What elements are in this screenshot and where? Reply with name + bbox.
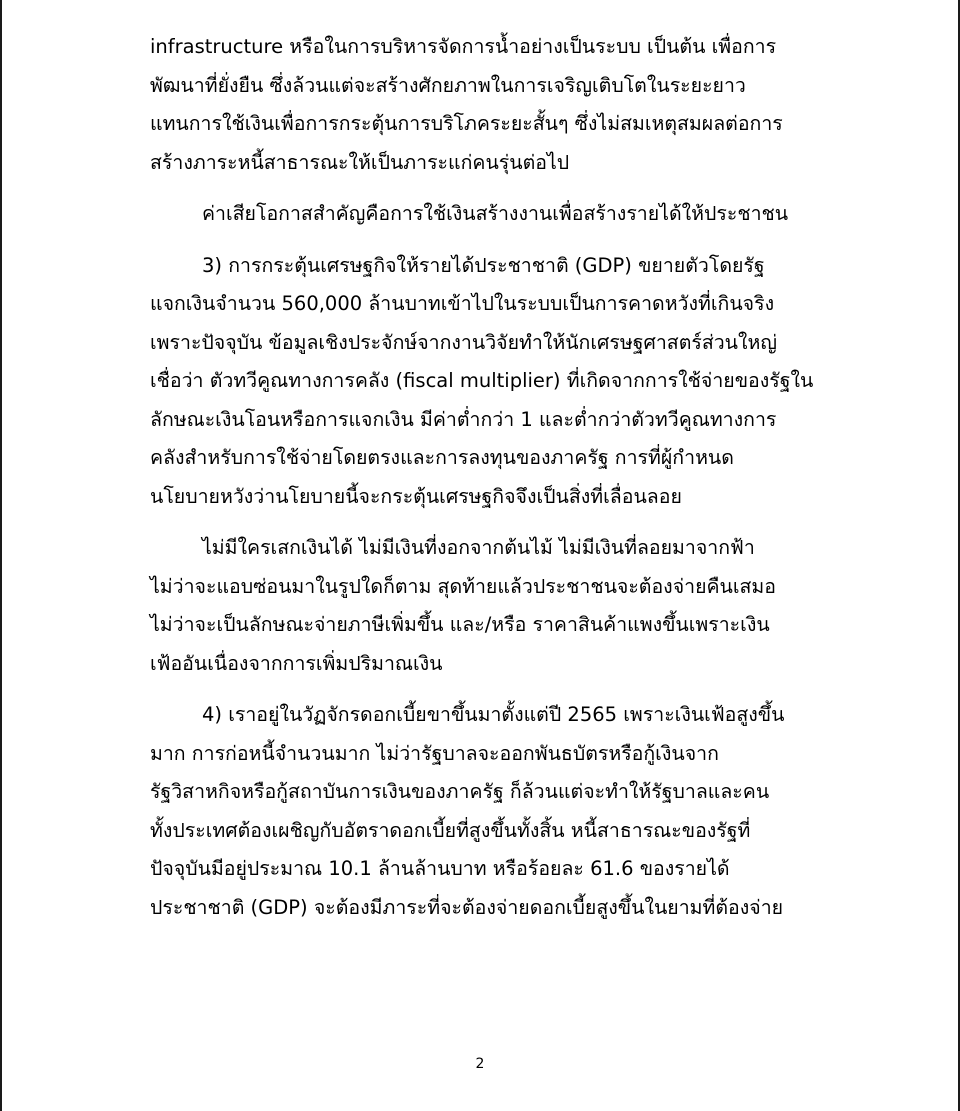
text-line: ไม่มีใครเสกเงินได้ ไม่มีเงินที่งอกจากต้นไม้ ไม่มีเงินที่ลอยมาจากฟ้า xyxy=(202,536,755,559)
text-line: ไม่ว่าจะแอบซ่อนมาในรูปใดก็ตาม สุดท้ายแล้วประชาชนจะต้องจ่ายคืนเสมอ xyxy=(150,574,776,598)
text-line: ลักษณะเงินโอนหรือการแจกเงิน มีค่าต่ำกว่า 1 และต่ำกว่าตัวทวีคูณทางการ xyxy=(150,407,777,431)
text-line: ปัจจุบันมีอยู่ประมาณ 10.1 ล้านล้านบาท หรือร้อยละ 61.6 ของรายได้ xyxy=(150,857,730,880)
text-line: คลังสำหรับการใช้จ่ายโดยตรงและการลงทุนของภาครัฐ การที่ผู้กำหนด xyxy=(150,446,734,469)
paragraph-point-3 xyxy=(150,247,840,517)
text-line: ค่าเสียโอกาสสำคัญคือการใช้เงินสร้างงานเพื่อสร้างรายได้ให้ประชาชน xyxy=(202,202,789,225)
text-line: พัฒนาที่ยั่งยืน ซึ่งล้วนแต่จะสร้างศักยภาพในการเจริญเติบโตในระยะยาว xyxy=(150,73,746,97)
paragraph-infrastructure-continuation xyxy=(150,28,840,182)
text-line: 4) เราอยู่ในวัฏจักรดอกเบี้ยขาขึ้นมาตั้งแต่ปี 2565 เพราะเงินเฟ้อสูงขึ้น xyxy=(202,703,785,726)
document-body xyxy=(150,28,840,927)
text-line: ทั้งประเทศต้องเผชิญกับอัตราดอกเบี้ยที่สูงขึ้นทั้งสิ้น หนี้สาธารณะของรัฐที่ xyxy=(150,818,751,842)
text-line: เพราะปัจจุบัน ข้อมูลเชิงประจักษ์จากงานวิจัยทำให้นักเศรษฐศาสตร์ส่วนใหญ่ xyxy=(150,330,777,354)
text-line: ไม่ว่าจะเป็นลักษณะจ่ายภาษีเพิ่มขึ้น และ/หรือ ราคาสินค้าแพงขึ้นเพราะเงิน xyxy=(150,613,770,636)
text-line: infrastructure หรือในการบริหารจัดการน้ำอย่างเป็นระบบ เป็นต้น เพื่อการ xyxy=(150,35,777,58)
paragraph-no-free-money xyxy=(150,529,840,683)
text-line: แจกเงินจำนวน 560,000 ล้านบาทเข้าไปในระบบเป็นการคาดหวังที่เกินจริง xyxy=(150,292,775,315)
text-line: แทนการใช้เงินเพื่อการกระตุ้นการบริโภคระยะสั้นๆ ซึ่งไม่สมเหตุสมผลต่อการ xyxy=(150,112,783,135)
paragraph-point-4 xyxy=(150,696,840,927)
text-line: รัฐวิสาหกิจหรือกู้สถาบันการเงินของภาครัฐ ก็ล้วนแต่จะทำให้รัฐบาลและคน xyxy=(150,780,770,803)
paragraph-opportunity-cost xyxy=(150,195,840,234)
text-line: ประชาชาติ (GDP) จะต้องมีภาระที่จะต้องจ่ายดอกเบี้ยสูงขึ้นในยามที่ต้องจ่าย xyxy=(150,895,784,919)
text-line: เชื่อว่า ตัวทวีคูณทางการคลัง (fiscal multiplier) ที่เกิดจากการใช้จ่ายของรัฐใน xyxy=(150,369,814,392)
text-line: สร้างภาระหนี้สาธารณะให้เป็นภาระแก่คนรุ่นต่อไป xyxy=(150,150,570,174)
text-line: 3) การกระตุ้นเศรษฐกิจให้รายได้ประชาชาติ (GDP) ขยายตัวโดยรัฐ xyxy=(202,253,765,277)
text-line: มาก การก่อหนี้จำนวนมาก ไม่ว่ารัฐบาลจะออกพันธบัตรหรือกู้เงินจาก xyxy=(150,741,719,765)
text-line: เฟ้ออันเนื่องจากการเพิ่มปริมาณเงิน xyxy=(150,651,443,675)
page-number: 2 xyxy=(475,1056,485,1072)
text-line: นโยบายหวังว่านโยบายนี้จะกระตุ้นเศรษฐกิจจึงเป็นสิ่งที่เลื่อนลอย xyxy=(150,484,682,508)
